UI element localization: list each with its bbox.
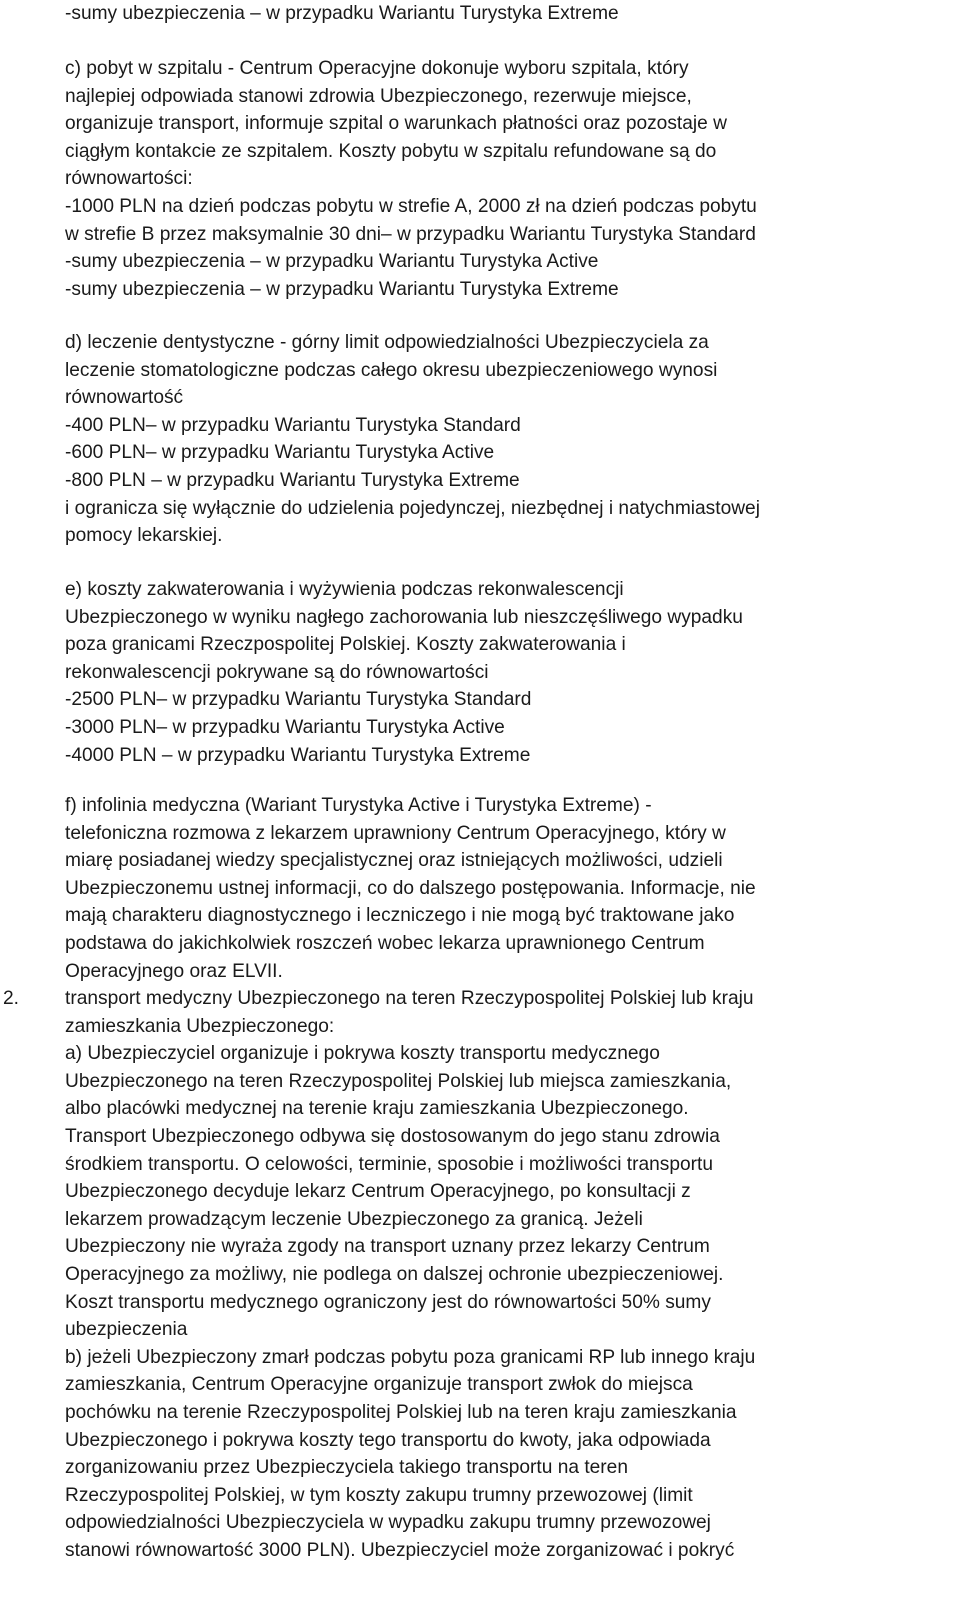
list-number-2: 2. <box>3 988 20 1009</box>
text-line: Rzeczypospolitej Polskiej, w tym koszty zakupu trumny przewozowej (limit <box>65 1484 693 1506</box>
text-line: organizuje transport, informuje szpital o warunkach płatności oraz pozostaje w <box>65 113 727 135</box>
text-line: telefoniczna rozmowa z lekarzem uprawniony Centrum Operacyjnego, który w <box>65 822 726 844</box>
text-line: najlepiej odpowiada stanowi zdrowia Ubezpieczonego, rezerwuje miejsce, <box>65 85 692 107</box>
text-line: b) jeżeli Ubezpieczony zmarł podczas pobytu poza granicami RP lub innego kraju <box>65 1346 756 1368</box>
text-line: Koszt transportu medycznego ograniczony jest do równowartości 50% sumy <box>65 1291 711 1313</box>
text-line: ciągłym kontakcie ze szpitalem. Koszty pobytu w szpitalu refundowane są do <box>65 140 717 162</box>
section-d <box>65 329 960 550</box>
text-line: podstawa do jakichkolwiek roszczeń wobec lekarza uprawnionego Centrum <box>65 932 705 954</box>
text-line: miarę posiadanej wiedzy specjalistycznej oraz istniejących możliwości, udzieli <box>65 850 723 872</box>
text-line: -sumy ubezpieczenia – w przypadku Wariantu Turystyka Extreme <box>65 3 619 24</box>
text-line: Transport Ubezpieczonego odbywa się dostosowanym do jego stanu zdrowia <box>65 1125 720 1147</box>
text-line: równowartości: <box>65 168 193 190</box>
text-line: -400 PLN– w przypadku Wariantu Turystyka Standard <box>65 414 521 436</box>
text-line: d) leczenie dentystyczne - górny limit odpowiedzialności Ubezpieczyciela za <box>65 332 709 353</box>
text-line: zorganizowaniu przez Ubezpieczyciela takiego transportu na teren <box>65 1457 628 1479</box>
text-line: rekonwalescencji pokrywane są do równowartości <box>65 661 489 683</box>
text-line: Ubezpieczonego na teren Rzeczypospolitej Polskiej lub miejsca zamieszkania, <box>65 1070 732 1092</box>
text-line: Ubezpieczonemu ustnej informacji, co do dalszego postępowania. Informacje, nie <box>65 877 756 899</box>
text-line: stanowi równowartość 3000 PLN). Ubezpieczyciel może zorganizować i pokryć <box>65 1539 735 1561</box>
text-line: Ubezpieczony nie wyraża zgody na transport uznany przez lekarzy Centrum <box>65 1236 710 1258</box>
text-line: zamieszkania, Centrum Operacyjne organizuje transport zwłok do miejsca <box>65 1374 693 1396</box>
text-line: pomocy lekarskiej. <box>65 525 223 547</box>
text-line: -3000 PLN– w przypadku Wariantu Turystyka Active <box>65 716 505 738</box>
text-line: -sumy ubezpieczenia – w przypadku Wariantu Turystyka Extreme <box>65 278 619 300</box>
text-line: Operacyjnego oraz ELVII. <box>65 960 283 982</box>
text-line: e) koszty zakwaterowania i wyżywienia podczas rekonwalescencji <box>65 579 624 600</box>
text-line: odpowiedzialności Ubezpieczyciela w wypadku zakupu trumny przewozowej <box>65 1512 711 1534</box>
text-line: Ubezpieczonego w wyniku nagłego zachorowania lub nieszczęśliwego wypadku <box>65 606 743 628</box>
top-line <box>65 0 960 28</box>
text-line: Ubezpieczonego i pokrywa koszty tego transportu do kwoty, jaka odpowiada <box>65 1429 711 1451</box>
text-line: Operacyjnego za możliwy, nie podlega on dalszej ochronie ubezpieczeniowej. <box>65 1263 724 1285</box>
text-line: c) pobyt w szpitalu - Centrum Operacyjne dokonuje wyboru szpitala, który <box>65 58 689 79</box>
text-line: poza granicami Rzeczpospolitej Polskiej. Koszty zakwaterowania i <box>65 634 626 656</box>
section-f <box>65 792 960 985</box>
text-line: -sumy ubezpieczenia – w przypadku Wariantu Turystyka Active <box>65 251 599 273</box>
text-line: zamieszkania Ubezpieczonego: <box>65 1015 335 1037</box>
text-line: pochówku na terenie Rzeczypospolitej Polskiej lub na teren kraju zamieszkania <box>65 1401 737 1423</box>
text-line: środkiem transportu. O celowości, terminie, sposobie i możliwości transportu <box>65 1153 714 1175</box>
item-2 <box>65 985 960 1564</box>
text-line: ubezpieczenia <box>65 1319 188 1341</box>
text-line: albo placówki medycznej na terenie kraju zamieszkania Ubezpieczonego. <box>65 1098 689 1120</box>
text-line: w strefie B przez maksymalnie 30 dni– w przypadku Wariantu Turystyka Standard <box>65 223 756 245</box>
text-line: mają charakteru diagnostycznego i leczniczego i nie mogą być traktowane jako <box>65 905 735 927</box>
text-line: lekarzem prowadzącym leczenie Ubezpieczonego za granicą. Jeżeli <box>65 1208 643 1230</box>
text-line: -800 PLN – w przypadku Wariantu Turystyka Extreme <box>65 469 520 491</box>
text-line: -600 PLN– w przypadku Wariantu Turystyka Active <box>65 442 495 464</box>
text-line: -2500 PLN– w przypadku Wariantu Turystyka Standard <box>65 689 532 711</box>
section-c <box>65 55 960 303</box>
text-line: leczenie stomatologiczne podczas całego okresu ubezpieczeniowego wynosi <box>65 359 718 381</box>
section-e <box>65 576 960 769</box>
text-line: Ubezpieczonego decyduje lekarz Centrum Operacyjnego, po konsultacji z <box>65 1181 691 1203</box>
text-line: transport medyczny Ubezpieczonego na teren Rzeczypospolitej Polskiej lub kraju <box>65 988 754 1009</box>
text-line: -4000 PLN – w przypadku Wariantu Turystyka Extreme <box>65 744 531 766</box>
text-line: -1000 PLN na dzień podczas pobytu w strefie A, 2000 zł na dzień podczas pobytu <box>65 195 757 217</box>
text-line: równowartość <box>65 387 184 409</box>
text-line: i ogranicza się wyłącznie do udzielenia pojedynczej, niezbędnej i natychmiastowej <box>65 497 760 519</box>
text-line: f) infolinia medyczna (Wariant Turystyka Active i Turystyka Extreme) - <box>65 795 652 816</box>
text-line: a) Ubezpieczyciel organizuje i pokrywa koszty transportu medycznego <box>65 1043 660 1065</box>
